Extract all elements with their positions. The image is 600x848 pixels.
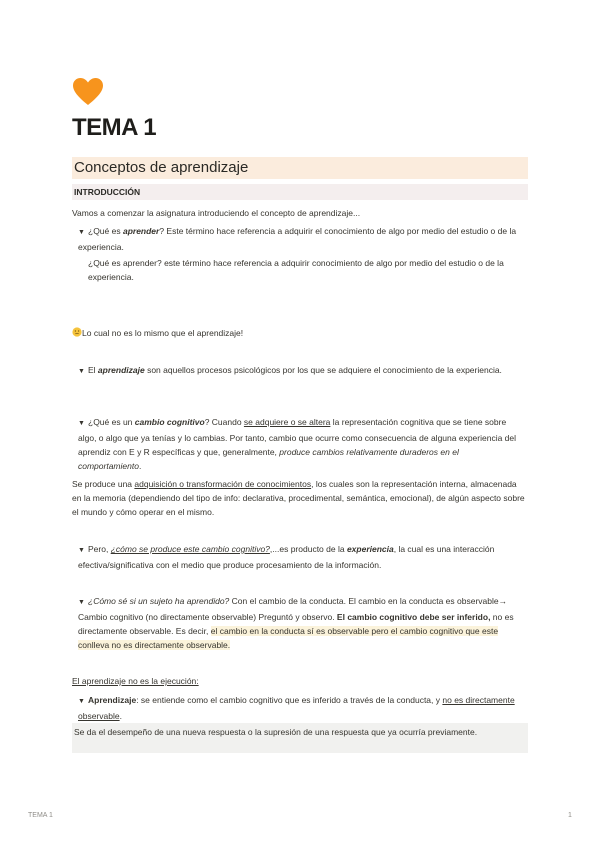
callout-text: Lo cual no es lo mismo que el aprendizaje! bbox=[72, 326, 528, 340]
thinking-face-icon bbox=[72, 327, 82, 337]
toggle-cambio-cognitivo[interactable]: ▼ ¿Qué es un cambio cognitivo? Cuando se adquiere o se altera la representación cognitiva que se tiene sobre algo, o algo que ya tenías y lo cambias. Por tanto, cambio que ocurre como consecuencia de alguna experiencia del aprendiz con E y R específicas y que, generalmente, produce cambios relativamente duraderos en el comportamiento. bbox=[78, 417, 517, 471]
subheading-ejecucion: El aprendizaje no es la ejecución: bbox=[72, 676, 199, 686]
toggle-open-icon[interactable]: ▼ bbox=[78, 599, 85, 606]
orange-heart-icon bbox=[72, 76, 104, 108]
toggle-open-icon[interactable]: ▼ bbox=[78, 368, 85, 375]
adquisicion-paragraph: Se produce una adquisición o transformación de conocimientos, los cuales son la representación interna, almacenada en la memoria (dependiendo del tipo de info: declarativa, procedimental, semántica, emocional), de algún aspecto sobre el mundo y cómo operar en el mismo. bbox=[72, 479, 525, 517]
gray-callout-text: Se da el desempeño de una nueva respuesta o la supresión de una respuesta que ya ocurría previamente. bbox=[74, 727, 478, 737]
intro-text: Vamos a comenzar la asignatura introduciendo el concepto de aprendizaje... bbox=[72, 208, 361, 218]
toggle-aprender-body: ¿Qué es aprender? este término hace referencia a adquirir conocimiento de algo por medio del estudio o de la experiencia. bbox=[88, 258, 504, 282]
toggle-aprendizaje[interactable]: ▼ El aprendizaje son aquellos procesos psicológicos por los que se adquiere el conocimiento de la experiencia. bbox=[78, 363, 524, 379]
toggle-open-icon[interactable]: ▼ bbox=[78, 229, 85, 236]
toggle-open-icon[interactable]: ▼ bbox=[78, 420, 85, 427]
section-heading-block bbox=[72, 157, 528, 179]
section-heading: Conceptos de aprendizaje bbox=[74, 159, 249, 176]
toggle-como-se[interactable]: ▼ ¿Cómo sé si un sujeto ha aprendido? Con el cambio de la conducta. El cambio en la conducta es observable→ Cambio cognitivo (no directamente observable) Preguntó y observo. El cambio cognitivo debe ser inferido, no es directamente observable. Es decir, el cambio en la conducta sí es observable pero el cambio cognitivo que este conlleva no es directamente observable. bbox=[78, 596, 514, 650]
footer-left: TEMA 1 bbox=[28, 812, 53, 819]
toggle-experiencia[interactable]: ▼ Pero, ¿cómo se produce este cambio cognitivo?,...es producto de la experiencia, la cual es una interacción efectiva/significativa con el medio que produce procesamiento de la información. bbox=[78, 544, 495, 570]
intro-heading: INTRODUCCIÓN bbox=[74, 187, 141, 197]
intro-heading-block bbox=[72, 184, 528, 200]
page-title: TEMA 1 bbox=[72, 114, 157, 141]
toggle-open-icon[interactable]: ▼ bbox=[78, 547, 85, 554]
toggle-aprender[interactable]: ▼ ¿Qué es aprender? Este término hace referencia a adquirir el conocimiento de algo por medio del estudio o de la experiencia. bbox=[78, 226, 517, 252]
gray-callout-block bbox=[72, 723, 528, 753]
toggle-aprendizaje-def[interactable]: ▼ Aprendizaje: se entiende como el cambio cognitivo que es inferido a través de la conducta, y no es directamente observable. bbox=[78, 695, 515, 721]
toggle-open-icon[interactable]: ▼ bbox=[78, 698, 85, 705]
footer-page-number: 1 bbox=[568, 812, 572, 819]
